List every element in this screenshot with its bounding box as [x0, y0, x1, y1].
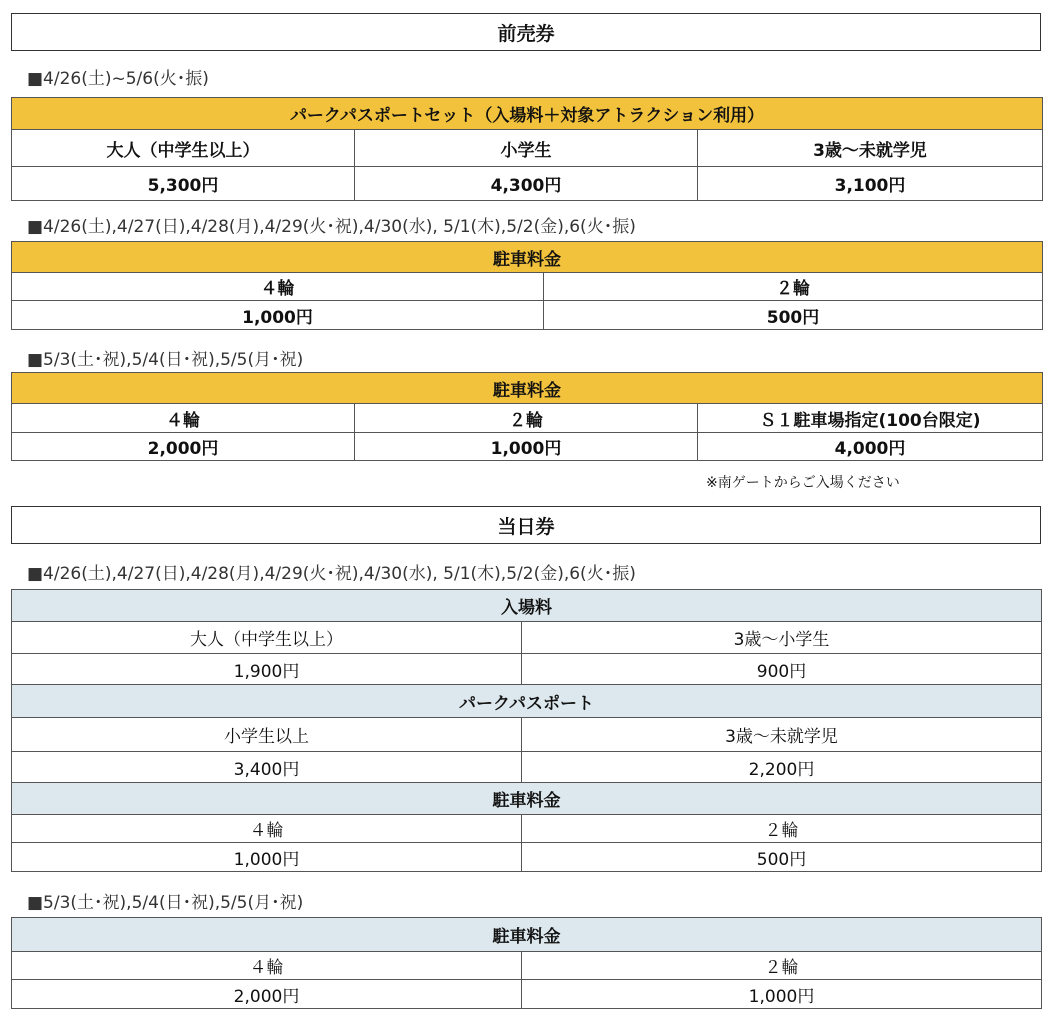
sameday-ticket-title: 当日券 [497, 515, 555, 538]
admission-child-header: 3歳～小学生 [522, 622, 1042, 654]
advance-date-range-1: ■4/26(土)~5/6(火･振) [27, 69, 209, 89]
elementary-price: 4,300円 [355, 167, 698, 201]
passport-band: パークパスポート [12, 685, 1042, 718]
adult-header: 大人（中学生以上） [12, 130, 355, 167]
advance-parking-table-2 [11, 372, 1043, 461]
advance-parking-table-1 [11, 241, 1043, 330]
elementary-header: 小学生 [355, 130, 698, 167]
four-wheel-header: ４輪 [12, 815, 522, 843]
four-wheel-price: 2,000円 [12, 433, 355, 461]
passport-preschool-header: 3歳～未就学児 [522, 718, 1042, 752]
parking-band: 駐車料金 [12, 783, 1042, 815]
two-wheel-price: 1,000円 [522, 980, 1042, 1009]
passport-elementary-price: 3,400円 [12, 752, 522, 783]
two-wheel-price: 1,000円 [355, 433, 698, 461]
passport-elementary-header: 小学生以上 [12, 718, 522, 752]
sameday-parking-table-2 [11, 917, 1042, 1009]
four-wheel-header: ４輪 [12, 404, 355, 433]
sameday-ticket-header [11, 506, 1041, 544]
passport-set-band: パークパスポートセット（入場料＋対象アトラクション利用） [12, 98, 1043, 130]
four-wheel-header: ４輪 [12, 952, 522, 980]
south-gate-note: ※南ゲートからご入場ください [706, 475, 900, 491]
parking-band: 駐車料金 [12, 373, 1043, 404]
two-wheel-price: 500円 [522, 843, 1042, 872]
adult-price: 5,300円 [12, 167, 355, 201]
preschool-price: 3,100円 [698, 167, 1043, 201]
sameday-price-table [11, 589, 1042, 872]
two-wheel-price: 500円 [544, 301, 1043, 330]
advance-date-range-3: ■5/3(土･祝),5/4(日･祝),5/5(月･祝) [27, 350, 304, 370]
four-wheel-price: 1,000円 [12, 301, 544, 330]
admission-adult-header: 大人（中学生以上） [12, 622, 522, 654]
two-wheel-header: ２輪 [355, 404, 698, 433]
advance-date-range-2: ■4/26(土),4/27(日),4/28(月),4/29(火･祝),4/30(水), 5/1(木),5/2(金),6(火･振) [27, 217, 636, 237]
four-wheel-header: ４輪 [12, 273, 544, 301]
s1-lot-header: Ｓ１駐車場指定(100台限定) [698, 404, 1043, 433]
preschool-header: 3歳～未就学児 [698, 130, 1043, 167]
two-wheel-header: ２輪 [522, 952, 1042, 980]
advance-passport-set-table [11, 97, 1043, 201]
admission-child-price: 900円 [522, 654, 1042, 685]
advance-ticket-title: 前売券 [497, 22, 555, 45]
advance-ticket-header [11, 13, 1041, 51]
admission-band: 入場料 [12, 590, 1042, 622]
two-wheel-header: ２輪 [522, 815, 1042, 843]
sameday-date-range-1: ■4/26(土),4/27(日),4/28(月),4/29(火･祝),4/30(水), 5/1(木),5/2(金),6(火･振) [27, 564, 636, 584]
parking-band: 駐車料金 [12, 242, 1043, 273]
four-wheel-price: 1,000円 [12, 843, 522, 872]
s1-lot-price: 4,000円 [698, 433, 1043, 461]
parking-band: 駐車料金 [12, 918, 1042, 952]
two-wheel-header: ２輪 [544, 273, 1043, 301]
passport-preschool-price: 2,200円 [522, 752, 1042, 783]
sameday-date-range-2: ■5/3(土･祝),5/4(日･祝),5/5(月･祝) [27, 893, 304, 913]
admission-adult-price: 1,900円 [12, 654, 522, 685]
four-wheel-price: 2,000円 [12, 980, 522, 1009]
